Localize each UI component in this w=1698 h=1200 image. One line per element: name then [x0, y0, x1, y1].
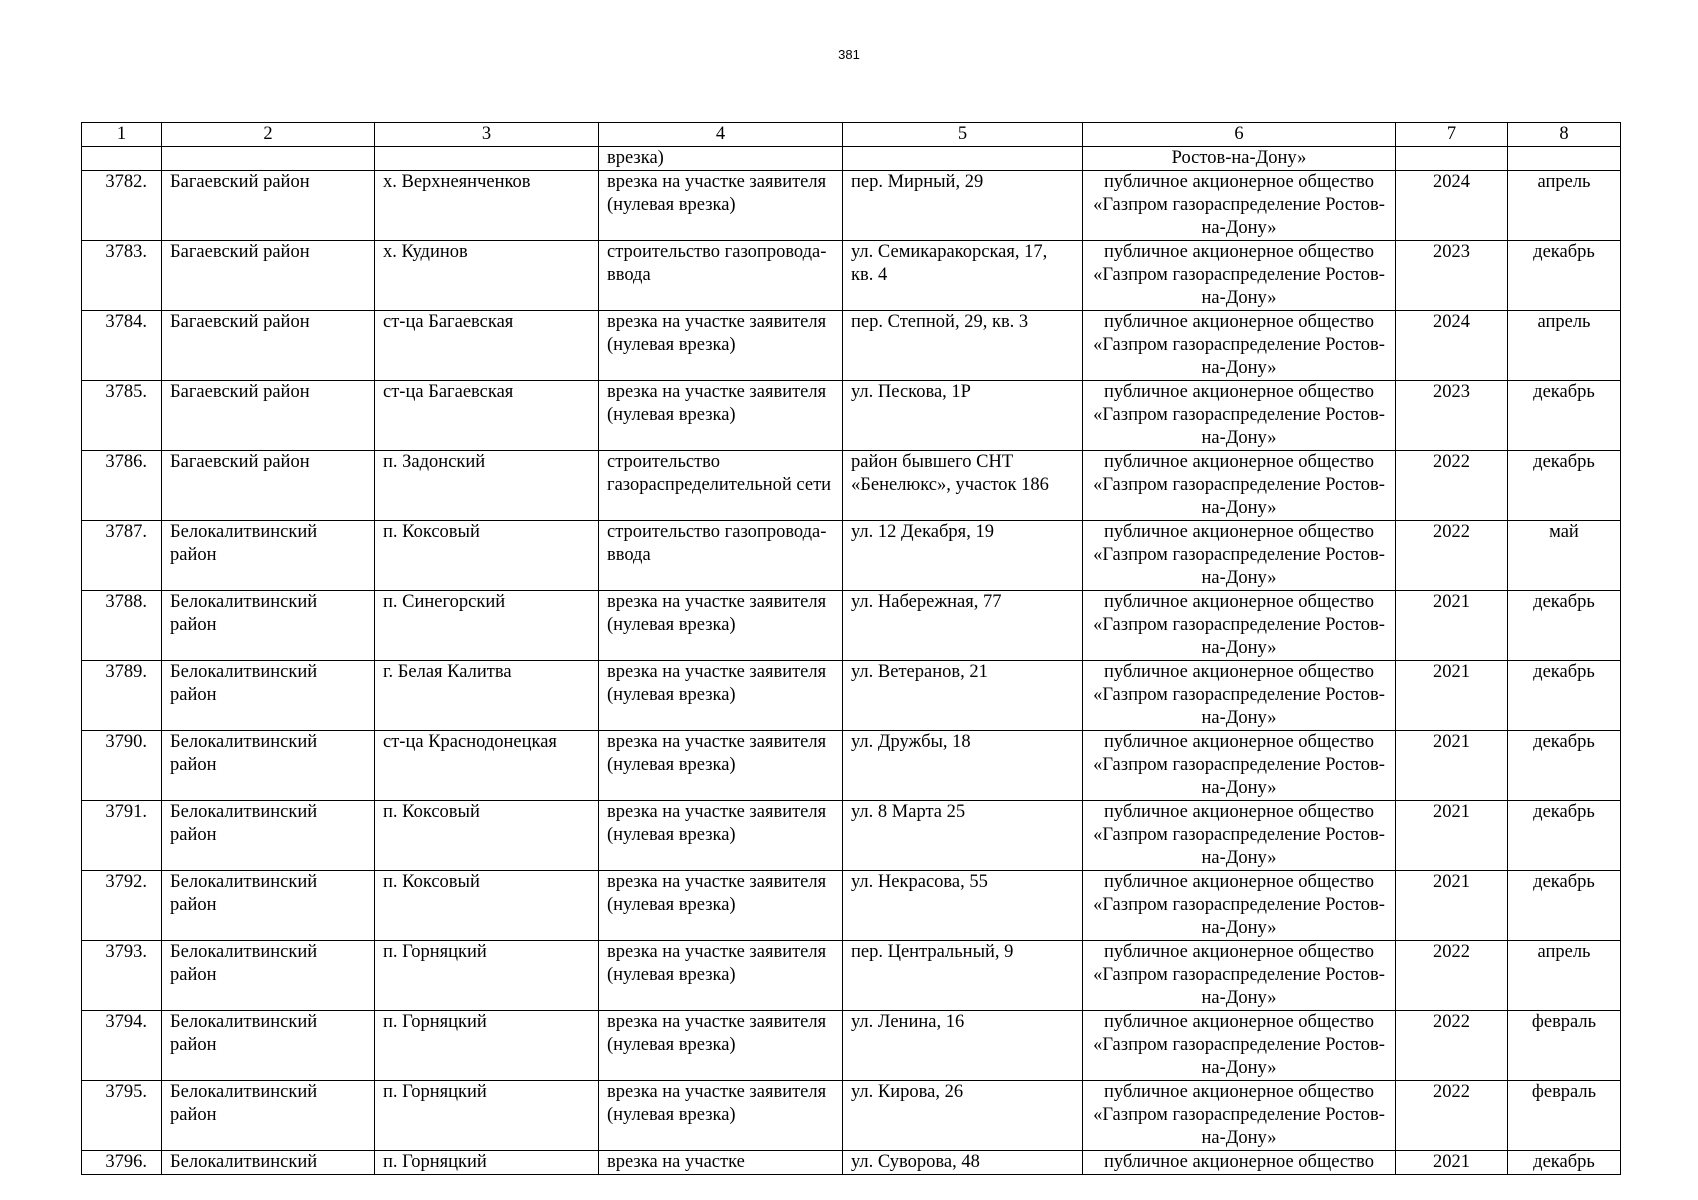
- address-cell: ул. 8 Марта 25: [843, 801, 1083, 871]
- district-cell: Багаевский район: [162, 311, 375, 381]
- empty-cell: [375, 147, 599, 171]
- empty-cell: [1396, 147, 1508, 171]
- district-cell: Белокалитвинский район: [162, 801, 375, 871]
- settlement-cell: п. Горняцкий: [375, 1081, 599, 1151]
- organization-cell: публичное акционерное общество «Газпром газораспределение Ростов-на-Дону»: [1083, 1081, 1396, 1151]
- table-row: [82, 381, 1621, 451]
- settlement-cell: п. Коксовый: [375, 801, 599, 871]
- table-row: [82, 591, 1621, 661]
- month-cell: май: [1508, 521, 1621, 591]
- table-row-partial: [82, 1151, 1621, 1175]
- address-cell: ул. Суворова, 48: [843, 1151, 1083, 1175]
- month-cell: декабрь: [1508, 661, 1621, 731]
- month-cell: декабрь: [1508, 381, 1621, 451]
- row-number-cell: 3790.: [82, 731, 162, 801]
- address-cell: ул. 12 Декабря, 19: [843, 521, 1083, 591]
- work-type-cell: строительство газораспределительной сети: [599, 451, 843, 521]
- year-cell: 2022: [1396, 1081, 1508, 1151]
- header-cell: 2: [162, 123, 375, 147]
- month-cell: апрель: [1508, 941, 1621, 1011]
- month-cell: апрель: [1508, 171, 1621, 241]
- month-cell: декабрь: [1508, 871, 1621, 941]
- work-type-cell: врезка на участке заявителя (нулевая врезка): [599, 801, 843, 871]
- district-cell: Багаевский район: [162, 241, 375, 311]
- address-cell: ул. Набережная, 77: [843, 591, 1083, 661]
- gasification-schedule-table: [81, 122, 1621, 1175]
- address-cell: ул. Ветеранов, 21: [843, 661, 1083, 731]
- header-cell: 8: [1508, 123, 1621, 147]
- address-cell: ул. Кирова, 26: [843, 1081, 1083, 1151]
- organization-cell: публичное акционерное общество: [1083, 1151, 1396, 1175]
- settlement-cell: ст-ца Багаевская: [375, 381, 599, 451]
- organization-cell: публичное акционерное общество «Газпром газораспределение Ростов-на-Дону»: [1083, 871, 1396, 941]
- header-cell: 3: [375, 123, 599, 147]
- table-row: [82, 801, 1621, 871]
- settlement-cell: п. Задонский: [375, 451, 599, 521]
- year-cell: 2021: [1396, 801, 1508, 871]
- organization-cell: публичное акционерное общество «Газпром газораспределение Ростов-на-Дону»: [1083, 311, 1396, 381]
- organization-cell: Ростов-на-Дону»: [1083, 147, 1396, 171]
- table-row: [82, 1081, 1621, 1151]
- row-number-cell: 3795.: [82, 1081, 162, 1151]
- month-cell: декабрь: [1508, 451, 1621, 521]
- district-cell: Белокалитвинский: [162, 1151, 375, 1175]
- address-cell: пер. Степной, 29, кв. 3: [843, 311, 1083, 381]
- address-cell: пер. Центральный, 9: [843, 941, 1083, 1011]
- empty-cell: [843, 147, 1083, 171]
- row-number-cell: 3791.: [82, 801, 162, 871]
- table-row: [82, 171, 1621, 241]
- work-type-cell: врезка на участке заявителя (нулевая врезка): [599, 591, 843, 661]
- settlement-cell: г. Белая Калитва: [375, 661, 599, 731]
- work-type-cell: врезка на участке заявителя (нулевая врезка): [599, 661, 843, 731]
- address-cell: ул. Семикаракорская, 17, кв. 4: [843, 241, 1083, 311]
- table-row: [82, 521, 1621, 591]
- row-number-cell: 3782.: [82, 171, 162, 241]
- row-number-cell: 3792.: [82, 871, 162, 941]
- year-cell: 2022: [1396, 521, 1508, 591]
- organization-cell: публичное акционерное общество «Газпром газораспределение Ростов-на-Дону»: [1083, 661, 1396, 731]
- organization-cell: публичное акционерное общество «Газпром газораспределение Ростов-на-Дону»: [1083, 241, 1396, 311]
- work-type-cell: врезка): [599, 147, 843, 171]
- work-type-cell: врезка на участке заявителя (нулевая врезка): [599, 381, 843, 451]
- district-cell: Белокалитвинский район: [162, 661, 375, 731]
- settlement-cell: п. Горняцкий: [375, 941, 599, 1011]
- row-number-cell: 3793.: [82, 941, 162, 1011]
- work-type-cell: врезка на участке заявителя (нулевая врезка): [599, 871, 843, 941]
- organization-cell: публичное акционерное общество «Газпром газораспределение Ростов-на-Дону»: [1083, 731, 1396, 801]
- year-cell: 2021: [1396, 661, 1508, 731]
- settlement-cell: п. Коксовый: [375, 521, 599, 591]
- row-number-cell: 3787.: [82, 521, 162, 591]
- district-cell: Белокалитвинский район: [162, 871, 375, 941]
- settlement-cell: х. Верхнеянченков: [375, 171, 599, 241]
- settlement-cell: п. Синегорский: [375, 591, 599, 661]
- district-cell: Белокалитвинский район: [162, 941, 375, 1011]
- district-cell: Белокалитвинский район: [162, 1081, 375, 1151]
- address-cell: пер. Мирный, 29: [843, 171, 1083, 241]
- page-number: 381: [838, 47, 860, 62]
- organization-cell: публичное акционерное общество «Газпром газораспределение Ростов-на-Дону»: [1083, 381, 1396, 451]
- work-type-cell: врезка на участке заявителя (нулевая врезка): [599, 311, 843, 381]
- table-row: [82, 241, 1621, 311]
- district-cell: Багаевский район: [162, 171, 375, 241]
- row-number-cell: 3794.: [82, 1011, 162, 1081]
- month-cell: декабрь: [1508, 1151, 1621, 1175]
- work-type-cell: врезка на участке заявителя (нулевая врезка): [599, 731, 843, 801]
- row-number-cell: 3785.: [82, 381, 162, 451]
- work-type-cell: строительство газопровода-ввода: [599, 241, 843, 311]
- row-number-cell: 3783.: [82, 241, 162, 311]
- work-type-cell: врезка на участке заявителя (нулевая врезка): [599, 941, 843, 1011]
- month-cell: декабрь: [1508, 591, 1621, 661]
- continuation-row: [82, 147, 1621, 171]
- row-number-cell: 3788.: [82, 591, 162, 661]
- table-row: [82, 451, 1621, 521]
- month-cell: февраль: [1508, 1011, 1621, 1081]
- month-cell: декабрь: [1508, 731, 1621, 801]
- address-cell: район бывшего СНТ «Бенелюкс», участок 186: [843, 451, 1083, 521]
- year-cell: 2024: [1396, 171, 1508, 241]
- settlement-cell: п. Горняцкий: [375, 1011, 599, 1081]
- month-cell: апрель: [1508, 311, 1621, 381]
- organization-cell: публичное акционерное общество «Газпром газораспределение Ростов-на-Дону»: [1083, 801, 1396, 871]
- empty-cell: [1508, 147, 1621, 171]
- empty-cell: [162, 147, 375, 171]
- year-cell: 2021: [1396, 591, 1508, 661]
- settlement-cell: ст-ца Багаевская: [375, 311, 599, 381]
- row-number-cell: 3796.: [82, 1151, 162, 1175]
- organization-cell: публичное акционерное общество «Газпром газораспределение Ростов-на-Дону»: [1083, 171, 1396, 241]
- header-cell: 4: [599, 123, 843, 147]
- settlement-cell: х. Кудинов: [375, 241, 599, 311]
- column-number-header-row: [82, 123, 1621, 147]
- organization-cell: публичное акционерное общество «Газпром газораспределение Ростов-на-Дону»: [1083, 451, 1396, 521]
- work-type-cell: врезка на участке заявителя (нулевая врезка): [599, 1081, 843, 1151]
- district-cell: Белокалитвинский район: [162, 521, 375, 591]
- year-cell: 2021: [1396, 871, 1508, 941]
- year-cell: 2024: [1396, 311, 1508, 381]
- row-number-cell: 3786.: [82, 451, 162, 521]
- year-cell: 2021: [1396, 731, 1508, 801]
- work-type-cell: строительство газопровода-ввода: [599, 521, 843, 591]
- year-cell: 2022: [1396, 1011, 1508, 1081]
- organization-cell: публичное акционерное общество «Газпром газораспределение Ростов-на-Дону»: [1083, 1011, 1396, 1081]
- header-cell: 1: [82, 123, 162, 147]
- district-cell: Белокалитвинский район: [162, 1011, 375, 1081]
- year-cell: 2022: [1396, 941, 1508, 1011]
- month-cell: декабрь: [1508, 801, 1621, 871]
- district-cell: Багаевский район: [162, 381, 375, 451]
- organization-cell: публичное акционерное общество «Газпром газораспределение Ростов-на-Дону»: [1083, 591, 1396, 661]
- year-cell: 2022: [1396, 451, 1508, 521]
- table-row: [82, 871, 1621, 941]
- organization-cell: публичное акционерное общество «Газпром газораспределение Ростов-на-Дону»: [1083, 521, 1396, 591]
- table-row: [82, 731, 1621, 801]
- year-cell: 2023: [1396, 241, 1508, 311]
- district-cell: Белокалитвинский район: [162, 731, 375, 801]
- month-cell: декабрь: [1508, 241, 1621, 311]
- header-cell: 7: [1396, 123, 1508, 147]
- year-cell: 2021: [1396, 1151, 1508, 1175]
- organization-cell: публичное акционерное общество «Газпром газораспределение Ростов-на-Дону»: [1083, 941, 1396, 1011]
- month-cell: февраль: [1508, 1081, 1621, 1151]
- year-cell: 2023: [1396, 381, 1508, 451]
- row-number-cell: 3784.: [82, 311, 162, 381]
- work-type-cell: врезка на участке заявителя (нулевая врезка): [599, 1011, 843, 1081]
- settlement-cell: ст-ца Краснодонецкая: [375, 731, 599, 801]
- empty-cell: [82, 147, 162, 171]
- district-cell: Багаевский район: [162, 451, 375, 521]
- address-cell: ул. Некрасова, 55: [843, 871, 1083, 941]
- table-row: [82, 1011, 1621, 1081]
- table-row: [82, 661, 1621, 731]
- district-cell: Белокалитвинский район: [162, 591, 375, 661]
- header-cell: 6: [1083, 123, 1396, 147]
- row-number-cell: 3789.: [82, 661, 162, 731]
- settlement-cell: п. Коксовый: [375, 871, 599, 941]
- header-cell: 5: [843, 123, 1083, 147]
- address-cell: ул. Дружбы, 18: [843, 731, 1083, 801]
- table-row: [82, 311, 1621, 381]
- work-type-cell: врезка на участке заявителя (нулевая врезка): [599, 171, 843, 241]
- address-cell: ул. Ленина, 16: [843, 1011, 1083, 1081]
- settlement-cell: п. Горняцкий: [375, 1151, 599, 1175]
- address-cell: ул. Пескова, 1Р: [843, 381, 1083, 451]
- table-row: [82, 941, 1621, 1011]
- work-type-cell: врезка на участке: [599, 1151, 843, 1175]
